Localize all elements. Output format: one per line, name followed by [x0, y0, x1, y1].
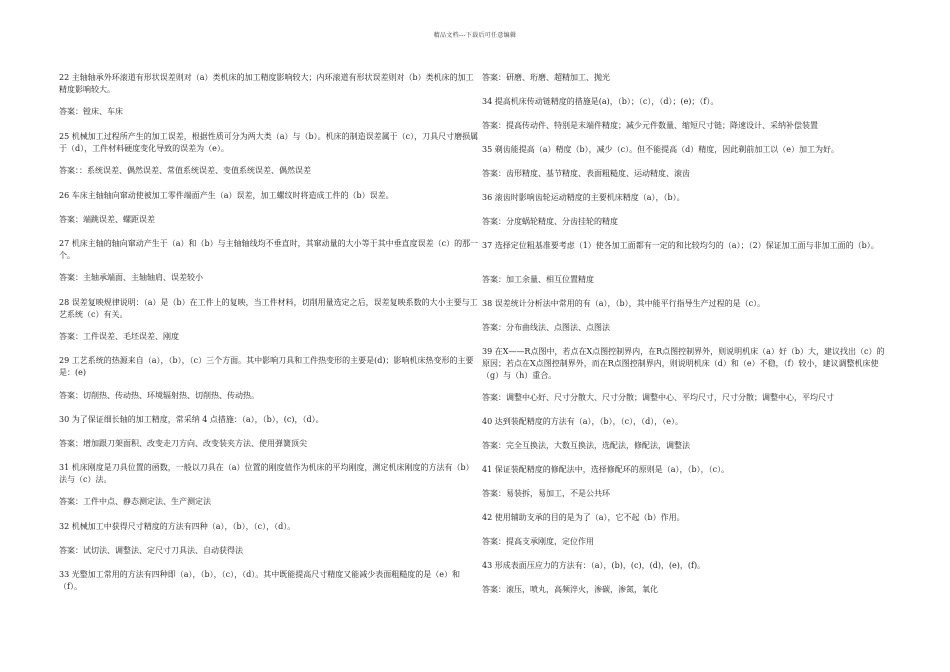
answer-29: 答案：切削热、传动热、环境辐射热、切削热、传动热。 — [59, 391, 259, 400]
question-37: 37 选择定位粗基准要考虑（1）使各加工面都有一定的和比较均匀的（a）；（2）保证加工面与非加工面的（b）。 — [482, 241, 879, 250]
answer-37: 答案：加工余量、相互位置精度 — [482, 275, 594, 284]
question-34: 34 提高机床传动链精度的措施是(a)，（b）；（c），（d）；(e)；（f）。 — [482, 97, 719, 106]
answer-22: 答案：镗床、车床 — [59, 107, 123, 116]
question-26: 26 车床主轴轴向窜动使被加工零件端面产生（a）误差，加工螺纹时将造成工件的（b）误差。 — [59, 191, 394, 200]
answer-34: 答案：提高传动件、特别是末端件精度；减少元件数量、缩短尺寸链；降速设计、采纳补偿装置 — [482, 121, 818, 130]
answer-39: 答案：调整中心好、尺寸分散大、尺寸分散；调整中心、平均尺寸，尺寸分散；调整中心，平均尺寸 — [482, 393, 834, 402]
question-28: 28 误差复映规律说明：（a）是（b）在工件上的复映，当工件材料，切削用量选定之后，误差复映系数的大小主要与工艺系统（c）有关。 — [59, 298, 478, 319]
question-22: 22 主轴轴承外环滚道有形状误差则对（a）类机床的加工精度影响较大；内环滚道有形状误差则对（b）类机床的加工精度影响较大。 — [59, 73, 474, 94]
answer-27: 答案：主轴承端面、主轴轴肩、误差较小 — [59, 273, 203, 282]
question-30: 30 为了保证细长轴的加工精度，常采纳 4 点措施：（a），（b），(c)，（d）。 — [59, 415, 324, 424]
answer-26: 答案：端跳误差、螺距误差 — [59, 215, 155, 224]
question-31: 31 机床刚度是刀具位置的函数，一般以刀具在（a）位置的刚度值作为机床的平均刚度，测定机床刚度的方法有（b）法与（c）法。 — [59, 463, 474, 484]
answer-32: 答案：试切法、调整法、定尺寸刀具法、自动获得法 — [59, 546, 243, 555]
answer-25: 答案：：系统误差、偶然误差、常值系统误差、变值系统误差、偶然误差 — [59, 166, 311, 175]
question-43: 43 形成表面压应力的方法有：（a），(b)，(c)，(d)，(e)，(f)。 — [482, 561, 706, 570]
question-39: 39 在X——R点图中，若点在X点图控制界内，在R点图控制界外，则说明机床（a）好（b）大，建议找出（c）的原因；若点在X点图控制界外，而在R点图控制界内，则说明机床（d）和（e）不稳，（f）较小，建议调整机床使（g）与（h）重合。 — [482, 347, 885, 380]
answer-31: 答案：工件中点、静态测定法、生产测定法 — [59, 497, 211, 506]
page-header: 精品文档---下载后可任意编辑 — [433, 32, 517, 39]
question-40: 40 达到装配精度的方法有（a），（b），（c），（d），（e）。 — [482, 417, 683, 426]
question-41: 41 保证装配精度的修配法中，选择修配环的原则是（a），（b），（c）。 — [482, 465, 730, 474]
question-38: 38 误差统计分析法中常用的有（a），（b），其中能平行指导生产过程的是（c）。 — [482, 299, 766, 308]
answer-41: 答案：易装拆，易加工，不是公共环 — [482, 489, 610, 498]
question-42: 42 使用辅助支承的目的是为了（a），它不起（b）作用。 — [482, 513, 685, 522]
answer-36: 答案：分度蜗轮精度、分齿挂轮的精度 — [482, 217, 618, 226]
answer-38: 答案：分布曲线法、点图法、点图法 — [482, 323, 610, 332]
question-36: 36 滚齿时影响齿轮运动精度的主要机床精度（a），（b）。 — [482, 193, 685, 202]
question-33: 33 光整加工常用的方法有四种即（a），（b），（c），（d）。其中既能提高尺寸精度又能减少表面粗糙度的是（e）和（f）。 — [59, 570, 460, 591]
answer-33: 答案：研磨、珩磨、超精加工、抛光 — [482, 73, 610, 82]
answer-43: 答案：滚压，喷丸，高频淬火，渗碳，渗氮，氧化 — [482, 585, 658, 594]
answer-42: 答案：提高支承刚度，定位作用 — [482, 537, 594, 546]
answer-30: 答案：增加跟刀架面积、改变走刀方向、改变装夹方法、使用弹簧顶尖 — [59, 439, 307, 448]
answer-35: 答案：齿形精度、基节精度、表面粗糙度、运动精度、滚齿 — [482, 169, 690, 178]
question-32: 32 机械加工中获得尺寸精度的方法有四种（a），（b），（c），（d）。 — [59, 522, 296, 531]
question-35: 35 剃齿能提高（a）精度（b），减少（c）。但不能提高（d）精度，因此剃前加工以（e）加工为好。 — [482, 145, 839, 154]
question-25: 25 机械加工过程所产生的加工误差，根据性质可分为两大类（a）与（b）。机床的制造误差属于（c），刀具尺寸磨损属于（d），工件材料硬度变化导致的误差为（e）。 — [59, 132, 479, 153]
question-29: 29 工艺系统的热源来自（a），（b），（c）三个方面。其中影响刀具和工件热变形的主要是(d)；影响机床热变形的主要是：(e) — [59, 356, 474, 377]
question-27: 27 机床主轴的轴向窜动产生于（a）和（b）与主轴轴线均不垂直时，其窜动量的大小等于其中垂直度误差（c）的那一个。 — [59, 239, 479, 260]
answer-28: 答案：工件误差、毛坯误差、刚度 — [59, 332, 179, 341]
answer-40: 答案：完全互换法，大数互换法，选配法，修配法，调整法 — [482, 441, 690, 450]
